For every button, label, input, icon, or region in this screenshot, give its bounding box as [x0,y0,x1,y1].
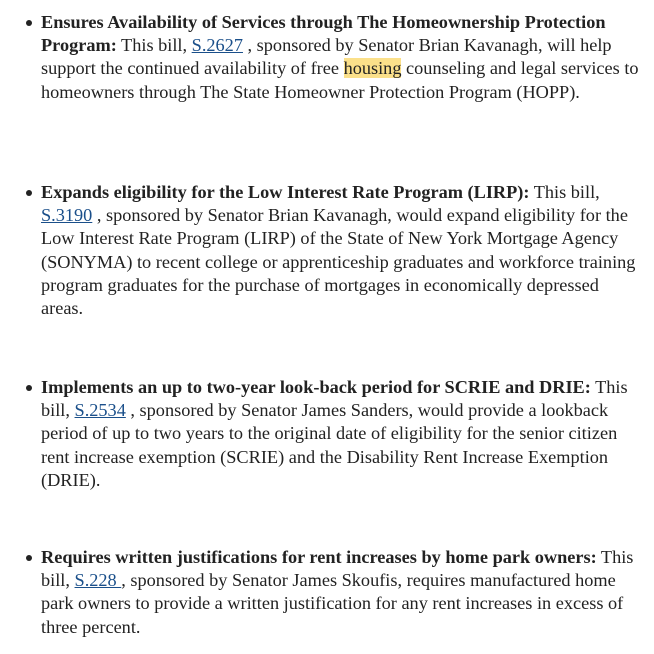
item-text: This bill, [41,377,628,421]
bill-link[interactable]: S.2627 [191,35,243,56]
bill-link[interactable]: S.228 [74,570,122,591]
bullet-icon [26,20,32,26]
item-text: , sponsored by Senator James Sanders, would provide a lookback period of up to two years to the original date of eligibility for the senior citizen rent increase exemption (SCRIE) and the Disability Rent Increase Exemption (DRIE). [41,400,618,490]
highlighted-word: housing [343,58,402,79]
bill-link[interactable]: S.3190 [41,205,93,226]
list-item [41,546,641,639]
item-text: , sponsored by Senator James Skoufis, requires manufactured home park owners to provide a written justification for any rent increases in excess of three percent. [41,570,624,637]
item-text: , sponsored by Senator Brian Kavanagh, would expand eligibility for the Low Interest Rate Program (LIRP) of the State of New York Mortgage Agency (SONYMA) to recent college or apprenticeship graduates and workforce training program graduates for the purchase of mortgages in economically depressed areas. [41,205,636,319]
bullet-icon [26,190,32,196]
item-heading: Ensures Availability of Services through The Homeownership Protection Program: [41,12,606,56]
bullet-icon [26,385,32,391]
item-text: counseling and legal services to homeowners through The State Homeowner Protection Program (HOPP). [41,58,639,102]
item-text: This bill, [41,547,634,591]
bill-link[interactable]: S.2534 [74,400,126,421]
list-item [41,181,641,320]
item-heading: Requires written justifications for rent increases by home park owners: [41,547,597,567]
bullet-icon [26,555,32,561]
list-item [41,376,641,492]
list-item [41,11,641,104]
item-heading: Expands eligibility for the Low Interest Rate Program (LIRP): [41,182,530,202]
item-text: , sponsored by Senator Brian Kavanagh, will help support the continued availability of free [41,35,612,79]
item-heading: Implements an up to two-year look-back period for SCRIE and DRIE: [41,377,591,397]
item-text: This bill, [529,182,600,202]
item-text: This bill, [116,35,192,56]
